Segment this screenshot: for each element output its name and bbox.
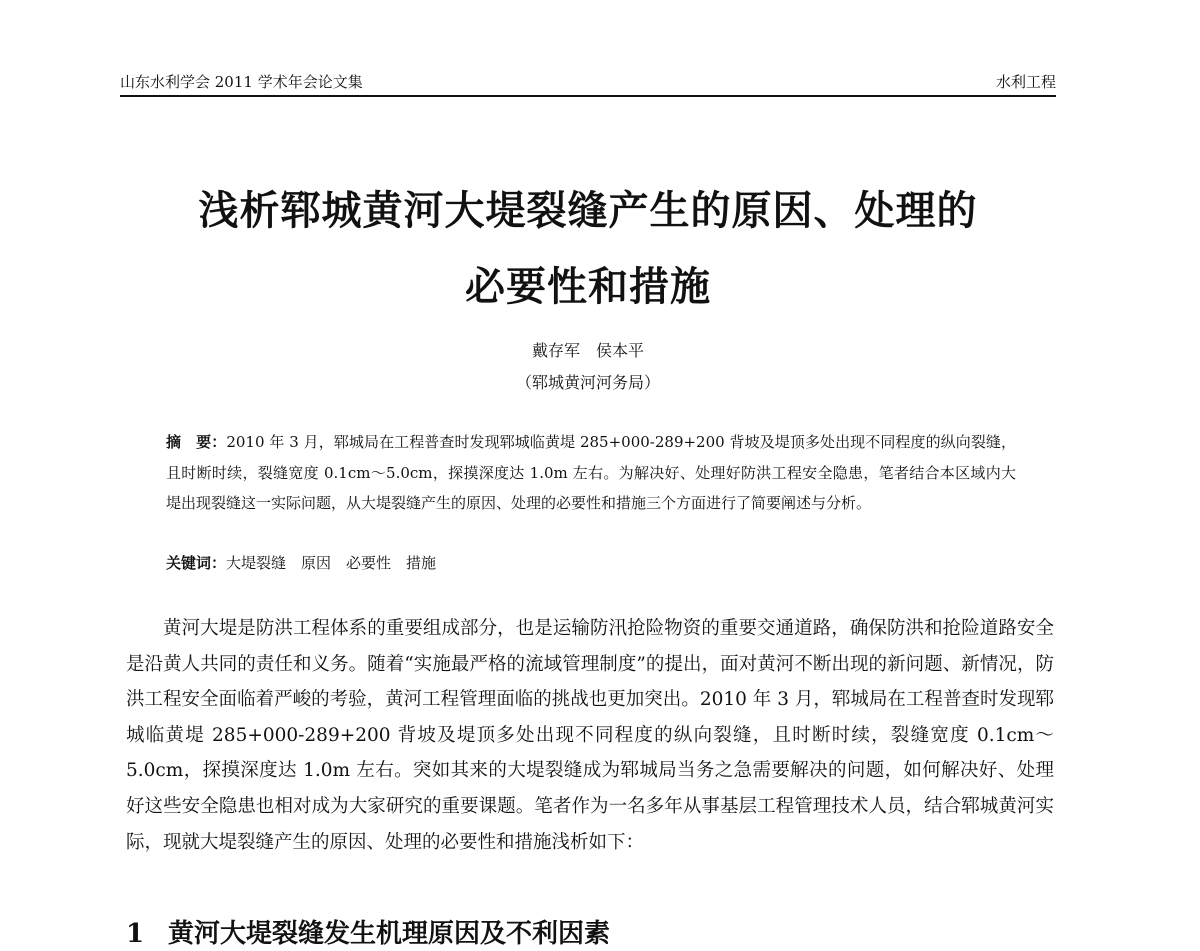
section-title: 黄河大堤裂缝发生机理原因及不利因素 (168, 919, 611, 949)
section-number: 1 (126, 919, 145, 949)
body-paragraph-1: 黄河大堤是防洪工程体系的重要组成部分，也是运输防汛抢险物资的重要交通道路，确保防洪和抢险道路安全是沿黄人共同的责任和义务。随着“实施最严格的流域管理制度”的提出，面对黄河不断出现的新问题、新情况，防洪工程安全面临着严峻的考验，黄河工程管理面临的挑战也更加突出。2010 年 3 月，郓城局在工程普查时发现郓城临黄堤 285+000-289+200 背坡及堤顶多处出现不同程度的纵向裂缝，且时断时续，裂缝宽度 0.1cm～5.0cm，探摸深度达 1.0m 左右。突如其来的大堤裂缝成为郓城局当务之急需要解决的问题，如何解决好、处理好这些安全隐患也相对成为大家研究的重要课题。笔者作为一名多年从事基层工程管理技术人员，结合郓城黄河实际，现就大堤裂缝产生的原因、处理的必要性和措施浅析如下： (126, 618, 1054, 853)
journal-name: 山东水利学会 2011 学术年会论文集 (120, 73, 363, 91)
abstract (166, 427, 1016, 519)
keywords (166, 550, 1016, 576)
abstract-label: 摘 要： (166, 433, 227, 451)
header-rule (120, 95, 1056, 97)
authors: 戴存军 侯本平 (531, 341, 644, 360)
section-heading-1 (126, 917, 1054, 951)
paper-title-line-2: 必要性和措施 (465, 263, 711, 310)
section-category: 水利工程 (995, 73, 1056, 91)
keywords-label: 关键词： (166, 554, 227, 572)
body-text (126, 611, 1054, 860)
keywords-text: 大堤裂缝 原因 必要性 措施 (226, 554, 437, 572)
paper-title-line-1: 浅析郓城黄河大堤裂缝产生的原因、处理的 (198, 187, 978, 234)
abstract-text: 2010 年 3 月，郓城局在工程普查时发现郓城临黄堤 285+000-289+200 背坡及堤顶多处出现不同程度的纵向裂缝，且时断时续，裂缝宽度 0.1cm～5.0cm，探摸深度达 1.0m 左右。为解决好、处理好防洪工程安全隐患，笔者结合本区域内大堤出现裂缝这一实际问题，从大堤裂缝产生的原因、处理的必要性和措施三个方面进行了简要阐述与分析。 (166, 433, 1016, 512)
affiliation: （郓城黄河河务局） (515, 373, 660, 392)
